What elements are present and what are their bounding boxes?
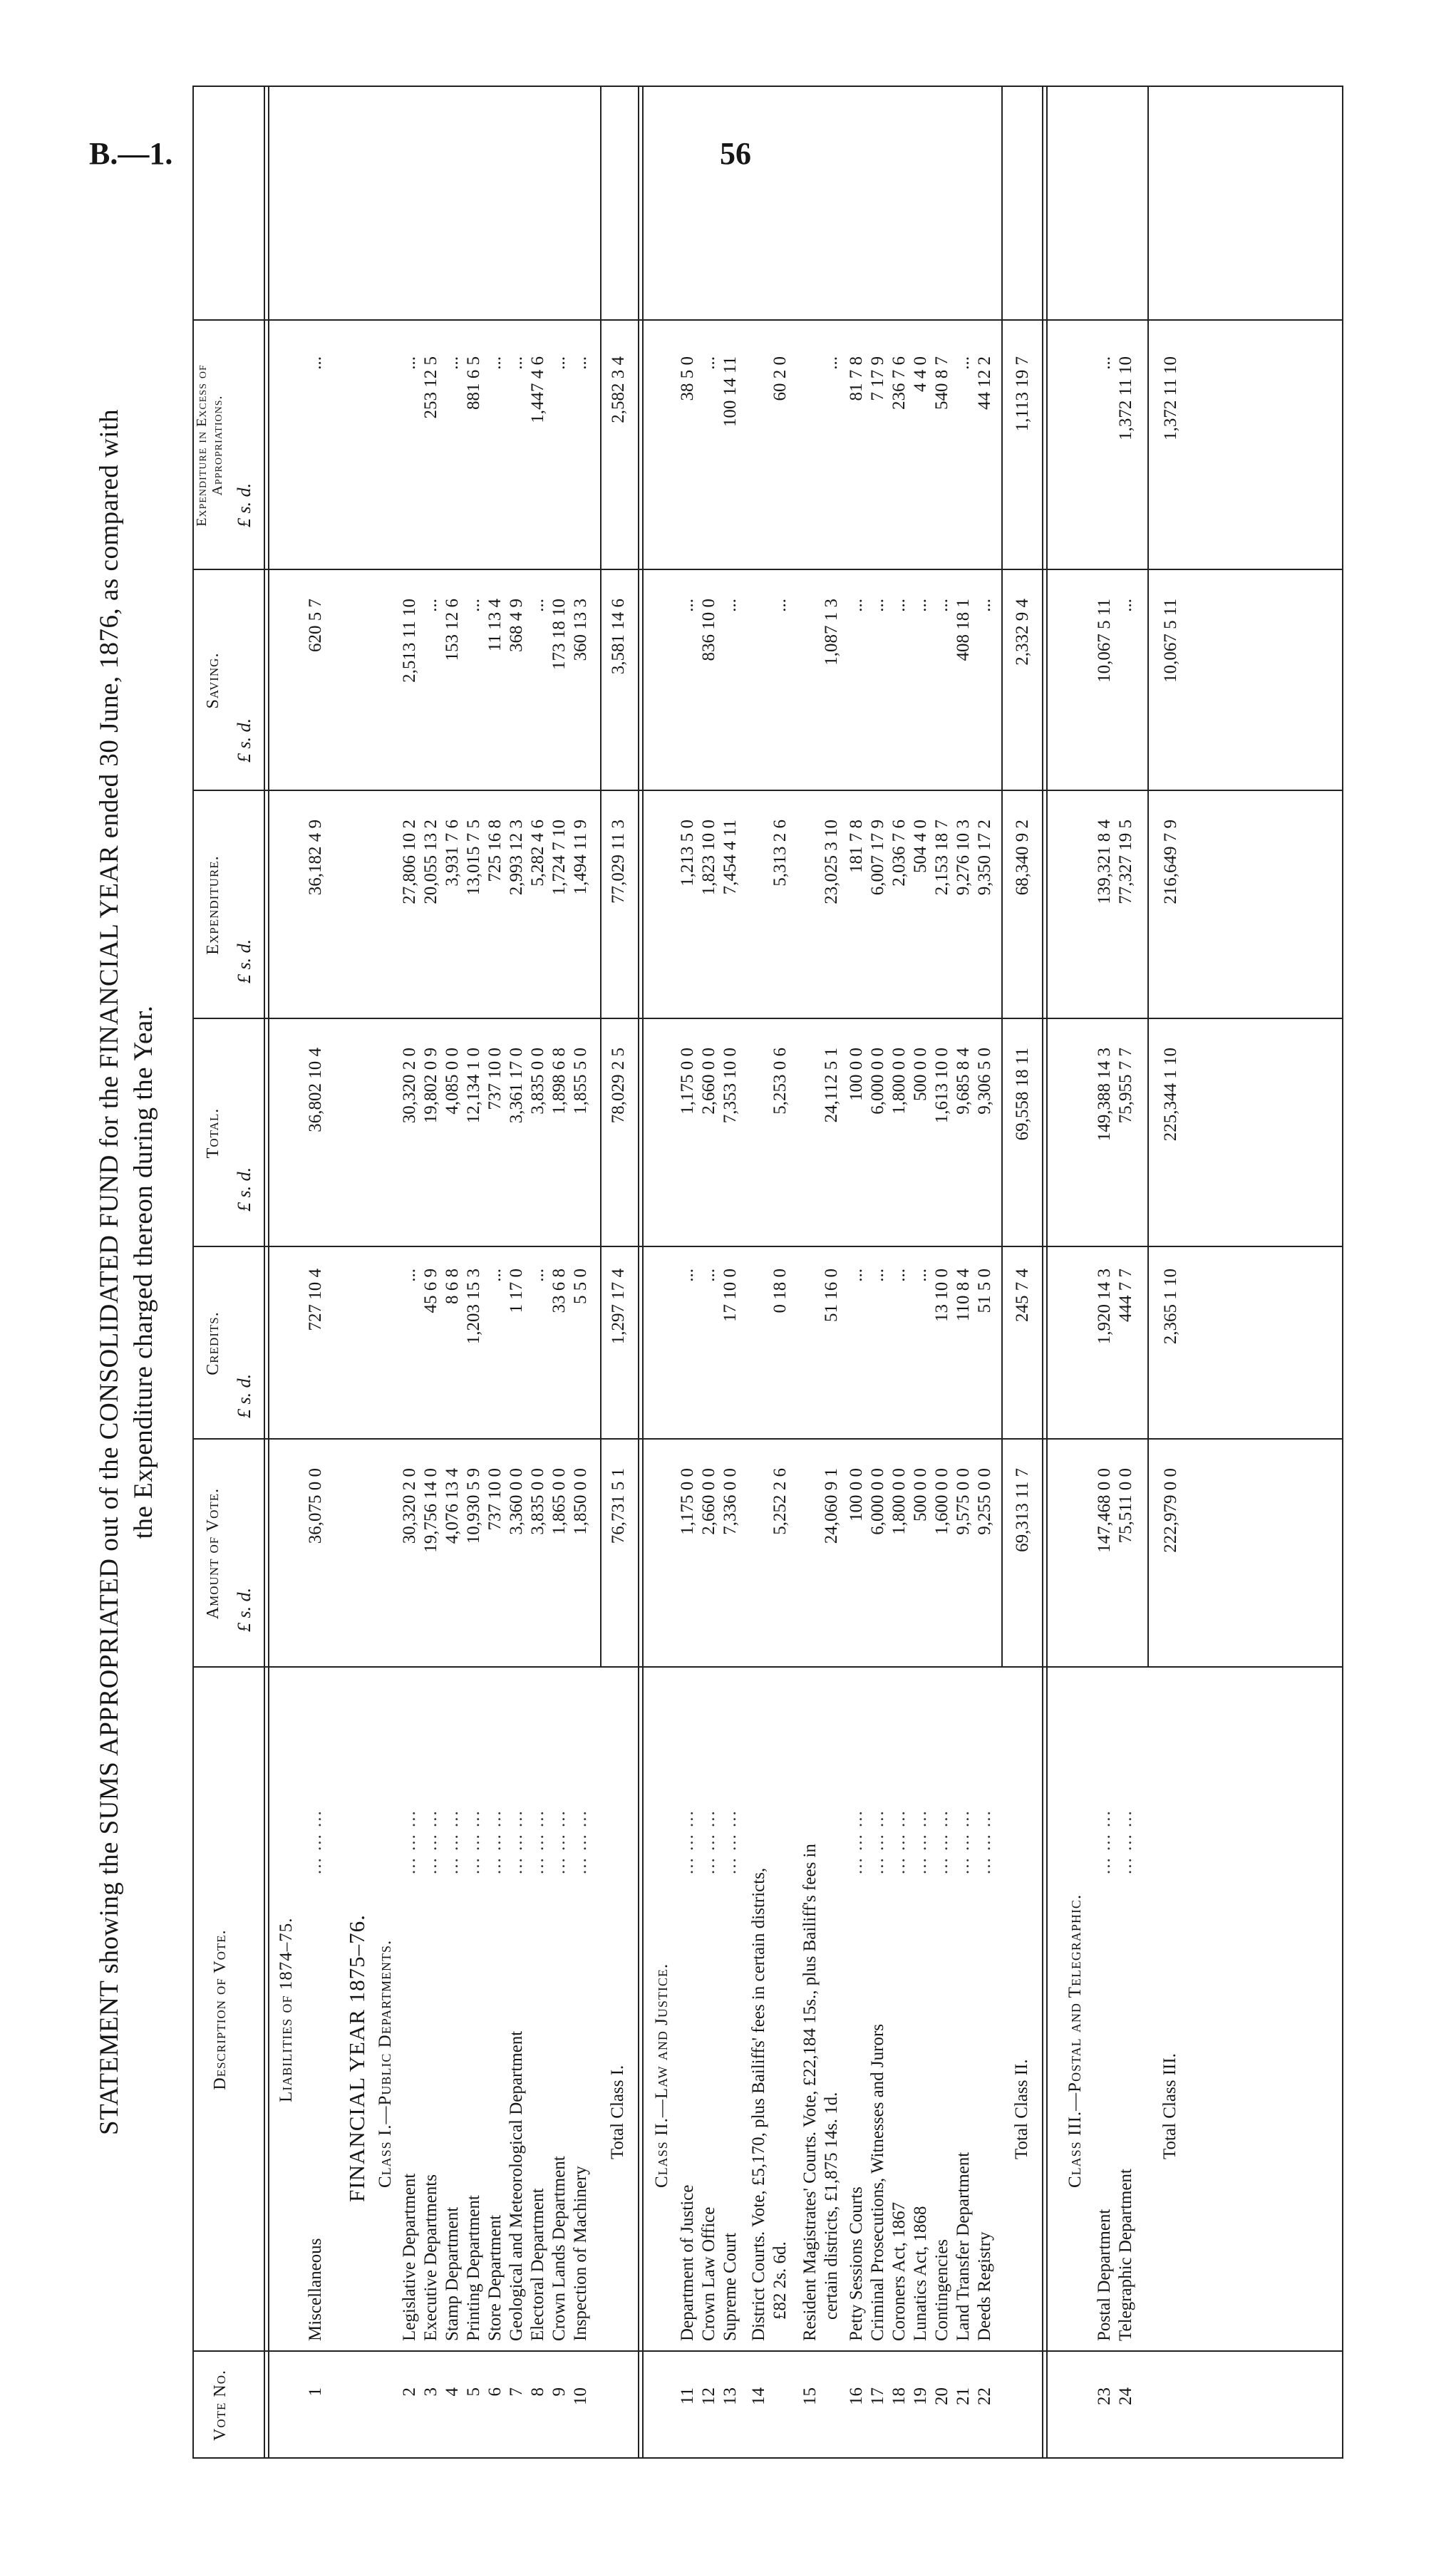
- leader-dots: ... ... ...: [571, 1809, 590, 1874]
- description: Lunatics Act, 1868: [911, 2206, 930, 2341]
- excess: ...: [954, 356, 973, 370]
- saving: ...: [868, 599, 887, 612]
- expenditure: 68,340 9 2: [1013, 820, 1032, 896]
- description: Postal Department: [1095, 2209, 1114, 2341]
- expenditure: 9,350 17 2: [975, 820, 994, 896]
- credits: 45 6 9: [421, 1269, 440, 1313]
- amount: 30,320 2 0: [400, 1468, 419, 1544]
- credits: 8 6 8: [443, 1269, 462, 1304]
- excess: ...: [1095, 356, 1114, 370]
- total: 4,085 0 0: [443, 1048, 462, 1115]
- vote-no: 24: [1116, 2387, 1135, 2405]
- vote-no: 8: [528, 2387, 547, 2397]
- excess: ...: [485, 356, 505, 370]
- saving: ...: [911, 599, 930, 612]
- amount: 36,075 0 0: [306, 1468, 325, 1544]
- leader-dots: ... ... ...: [400, 1809, 419, 1874]
- total: 1,175 0 0: [678, 1048, 697, 1115]
- excess: ...: [549, 356, 569, 370]
- description: Deeds Registry: [975, 2231, 994, 2341]
- header-total: Total.: [204, 1107, 222, 1159]
- description: Supreme Court: [721, 2232, 740, 2341]
- table-row-14: [748, 86, 770, 2459]
- class-2-heading: Class II.—Law and Justice.: [652, 1963, 671, 2188]
- leader-dots: ... ... ...: [721, 1809, 740, 1874]
- total: 3,361 17 0: [507, 1048, 526, 1124]
- expenditure: 216,649 7 9: [1161, 820, 1180, 904]
- expenditure: 504 4 0: [911, 820, 930, 873]
- total: 149,388 14 3: [1095, 1048, 1114, 1142]
- header-saving: Saving.: [204, 652, 222, 709]
- total: 30,320 2 0: [400, 1048, 419, 1124]
- description-cont: £82 2s. 6d.: [770, 2241, 790, 2320]
- vote-no: 6: [485, 2387, 505, 2397]
- amount: 1,800 0 0: [889, 1468, 909, 1535]
- table-row: [1094, 86, 1115, 2459]
- table-row: [889, 86, 910, 2459]
- class-3-rule: [1147, 86, 1149, 1668]
- amount: 9,575 0 0: [954, 1468, 973, 1535]
- total-class-3-label: Total Class III.: [1160, 2053, 1179, 2159]
- amount: 4,076 13 4: [443, 1468, 462, 1544]
- total-class-1-label: Total Class I.: [608, 2065, 627, 2159]
- credits: ...: [911, 1269, 930, 1282]
- vote-no: 22: [975, 2387, 994, 2405]
- excess: 881 6 5: [464, 356, 483, 410]
- expenditure: 2,036 7 6: [889, 820, 909, 887]
- vote-no: 15: [800, 2387, 820, 2405]
- saving: ...: [528, 599, 547, 612]
- saving: ...: [1116, 599, 1135, 612]
- amount: 19,756 14 0: [421, 1468, 440, 1553]
- expenditure: 9,276 10 3: [954, 820, 973, 896]
- leader-dots: ... ... ...: [464, 1809, 483, 1874]
- total: 7,353 10 0: [721, 1048, 740, 1124]
- table-row: [677, 86, 698, 2459]
- table-row: [399, 86, 420, 2459]
- vote-no: 19: [911, 2387, 930, 2405]
- leader-dots: ... ... ...: [932, 1809, 951, 1874]
- leader-dots: ... ... ...: [889, 1809, 909, 1874]
- credits: 5 5 0: [571, 1269, 590, 1304]
- description: Electoral Department: [528, 2188, 547, 2341]
- description: Executive Departments: [421, 2174, 440, 2341]
- total: 5,253 0 6: [770, 1048, 790, 1115]
- description: Telegraphic Department: [1116, 2169, 1135, 2341]
- page-number: 56: [720, 136, 751, 171]
- total: 500 0 0: [911, 1048, 930, 1101]
- excess: 38 5 0: [678, 356, 697, 401]
- saving: 153 12 6: [443, 599, 462, 661]
- total: 1,898 6 8: [549, 1048, 569, 1115]
- excess: 1,113 19 7: [1013, 356, 1032, 432]
- saving: ...: [889, 599, 909, 612]
- amount: 9,255 0 0: [975, 1468, 994, 1535]
- expenditure: 1,823 10 0: [699, 820, 718, 896]
- table-row: [720, 86, 741, 2459]
- total: 19,802 0 9: [421, 1048, 440, 1124]
- description: Resident Magistrates' Courts. Vote, £22,184 15s., plus Bailiff's fees in: [800, 1844, 820, 2341]
- class-2-rule: [1001, 86, 1003, 1668]
- amount: 1,175 0 0: [678, 1468, 697, 1535]
- leader-dots: ... ... ...: [847, 1809, 866, 1874]
- expenditure: 139,321 8 4: [1095, 820, 1114, 904]
- vote-no: 20: [932, 2387, 951, 2405]
- total: 3,835 0 0: [528, 1048, 547, 1115]
- amount: 147,468 0 0: [1095, 1468, 1114, 1553]
- amount: 7,336 0 0: [721, 1468, 740, 1535]
- table-row: [931, 86, 953, 2459]
- expenditure: 1,213 5 0: [678, 820, 697, 887]
- amount: 2,660 0 0: [699, 1468, 718, 1535]
- table-row: [953, 86, 974, 2459]
- vote-no: 16: [847, 2387, 866, 2405]
- page-reference: B.—1.: [89, 136, 173, 171]
- excess: ...: [507, 356, 526, 370]
- description: Coroners Act, 1867: [889, 2201, 909, 2341]
- description: Department of Justice: [678, 2184, 697, 2341]
- amount: 1,600 0 0: [932, 1468, 951, 1535]
- saving: ...: [421, 599, 440, 612]
- saving: 3,581 14 6: [609, 599, 628, 675]
- leader-dots: ... ... ...: [485, 1809, 505, 1874]
- amount: 3,360 0 0: [507, 1468, 526, 1535]
- header-rule: [264, 86, 269, 2459]
- leader-dots: ... ... ...: [911, 1809, 930, 1874]
- vote-no: 4: [443, 2387, 462, 2397]
- statement-title: [93, 86, 161, 2459]
- amount: 5,252 2 6: [770, 1468, 790, 1535]
- credits: 1,203 15 3: [464, 1269, 483, 1345]
- vote-no: 23: [1095, 2387, 1114, 2405]
- total: 78,029 2 5: [609, 1048, 628, 1124]
- vote-no: 3: [421, 2387, 440, 2397]
- amount: 6,000 0 0: [868, 1468, 887, 1535]
- expenditure: 23,025 3 10: [822, 820, 841, 904]
- lsd-credits: £ s. d.: [234, 1373, 254, 1418]
- amount: 10,930 5 9: [464, 1468, 483, 1544]
- description: Contingencies: [932, 2238, 951, 2341]
- vote-no: 17: [868, 2387, 887, 2405]
- table-row: [506, 86, 527, 2459]
- saving: ...: [464, 599, 483, 612]
- credits: ...: [847, 1269, 866, 1282]
- vote-no: 5: [464, 2387, 483, 2397]
- saving: ...: [721, 599, 740, 612]
- vote-no: 21: [954, 2387, 973, 2405]
- total: 9,685 8 4: [954, 1048, 973, 1115]
- leader-dots: ... ... ...: [507, 1809, 526, 1874]
- table-row: [910, 86, 931, 2459]
- credits: 2,365 1 10: [1161, 1269, 1180, 1345]
- credits: 444 7 7: [1116, 1269, 1135, 1322]
- total: 24,112 5 1: [822, 1048, 841, 1123]
- saving: 173 18 10: [549, 599, 569, 670]
- credits: 110 8 4: [954, 1269, 973, 1322]
- saving: 2,332 9 4: [1013, 599, 1032, 666]
- table-row: [305, 86, 326, 2459]
- vote-no: 2: [400, 2387, 419, 2397]
- total: 69,558 18 11: [1013, 1048, 1032, 1141]
- saving: 2,513 11 10: [400, 599, 419, 683]
- saving: 1,087 1 3: [822, 599, 841, 666]
- credits: 17 10 0: [721, 1269, 740, 1322]
- leader-dots: ... ... ...: [1116, 1809, 1135, 1874]
- table-row: [527, 86, 549, 2459]
- description: Printing Department: [464, 2195, 483, 2341]
- class-1-end-rule: [638, 86, 644, 2459]
- table-row: [1012, 86, 1033, 2459]
- credits: 0 18 0: [770, 1269, 790, 1313]
- saving: ...: [770, 599, 790, 612]
- vote-no: 10: [571, 2387, 590, 2405]
- credits: 1,297 17 4: [609, 1269, 628, 1345]
- description: Petty Sessions Courts: [847, 2186, 866, 2341]
- excess: ...: [822, 356, 841, 370]
- expenditure: 6,007 17 9: [868, 820, 887, 896]
- lsd-amount: £ s. d.: [234, 1587, 254, 1632]
- leader-dots: ... ... ...: [975, 1809, 994, 1874]
- expenditure: 1,724 7 10: [549, 820, 569, 896]
- excess: ...: [571, 356, 590, 370]
- expenditure: 20,055 13 2: [421, 820, 440, 904]
- excess: 253 12 5: [421, 356, 440, 419]
- lsd-total: £ s. d.: [234, 1167, 254, 1212]
- saving: ...: [847, 599, 866, 612]
- leader-dots: ... ... ...: [868, 1809, 887, 1874]
- amount: 69,313 11 7: [1013, 1468, 1032, 1552]
- title-line-2: the Expenditure charged thereon during the Year.: [129, 1005, 158, 1539]
- amount: 1,850 0 0: [571, 1468, 590, 1535]
- credits: 13 10 0: [932, 1269, 951, 1322]
- table-row: [1160, 86, 1182, 2459]
- excess: ...: [306, 356, 325, 370]
- vote-no: 18: [889, 2387, 909, 2405]
- class-3-heading: Class III.—Postal and Telegraphic.: [1065, 1894, 1085, 2188]
- amount: 75,511 0 0: [1116, 1468, 1135, 1544]
- credits: ...: [868, 1269, 887, 1282]
- description: Stamp Department: [443, 2206, 462, 2341]
- total: 1,855 5 0: [571, 1048, 590, 1115]
- total: 2,660 0 0: [699, 1048, 718, 1115]
- table-bottom-rule: [1342, 86, 1343, 2459]
- saving: 836 10 0: [699, 599, 718, 661]
- table-row: [442, 86, 463, 2459]
- leader-dots: ... ... ...: [528, 1809, 547, 1874]
- description: Miscellaneous: [306, 2238, 325, 2341]
- table-row-14-cont: [770, 86, 791, 2459]
- total: 737 10 0: [485, 1048, 505, 1110]
- lsd-saving: £ s. d.: [234, 718, 254, 763]
- leader-dots: ... ... ...: [306, 1809, 325, 1874]
- table-row: [698, 86, 720, 2459]
- total: 100 0 0: [847, 1048, 866, 1101]
- table-row: [485, 86, 506, 2459]
- excess: 1,447 4 6: [528, 356, 547, 423]
- amount: 76,731 5 1: [609, 1468, 628, 1544]
- amount: 500 0 0: [911, 1468, 930, 1522]
- credits: ...: [485, 1269, 505, 1282]
- excess: 81 7 8: [847, 356, 866, 401]
- table-row: [549, 86, 570, 2459]
- expenditure: 3,931 7 6: [443, 820, 462, 887]
- expenditure: 2,153 18 7: [932, 820, 951, 896]
- amount: 222,979 0 0: [1161, 1468, 1180, 1553]
- liabilities-heading: Liabilities of 1874–75.: [277, 1917, 296, 2102]
- leader-dots: ... ... ...: [443, 1809, 462, 1874]
- header-description: Description of Vote.: [211, 1929, 229, 2090]
- amount: 737 10 0: [485, 1468, 505, 1531]
- vote-no: 1: [306, 2387, 325, 2397]
- amount: 3,835 0 0: [528, 1468, 547, 1535]
- lsd-expenditure: £ s. d.: [234, 939, 254, 983]
- table-row: [846, 86, 867, 2459]
- table-row: [608, 86, 629, 2459]
- expenditure: 2,993 12 3: [507, 820, 526, 896]
- header-credits: Credits.: [204, 1311, 222, 1375]
- description: Store Department: [485, 2214, 505, 2341]
- saving: 368 4 9: [507, 599, 526, 652]
- saving: 408 18 1: [954, 599, 973, 661]
- class-1-rule: [600, 86, 601, 1668]
- total: 1,800 0 0: [889, 1048, 909, 1115]
- total: 6,000 0 0: [868, 1048, 887, 1115]
- credits: 1 17 0: [507, 1269, 526, 1313]
- saving: 620 5 7: [306, 599, 325, 652]
- expenditure: 27,806 10 2: [400, 820, 419, 904]
- excess: 44 12 2: [975, 356, 994, 410]
- leader-dots: ... ... ...: [954, 1809, 973, 1874]
- table-row-15-cont: [821, 86, 842, 2459]
- vote-no: 11: [678, 2387, 697, 2405]
- description: Inspection of Machinery: [571, 2166, 590, 2341]
- excess: ...: [400, 356, 419, 370]
- credits: ...: [699, 1269, 718, 1282]
- rotated-statement: [93, 64, 1347, 2459]
- class-2-end-rule: [1042, 86, 1048, 2459]
- credits: 33 6 8: [549, 1269, 569, 1313]
- description: Geological and Meteorological Department: [507, 2030, 526, 2341]
- total: 9,306 5 0: [975, 1048, 994, 1115]
- total: 36,802 10 4: [306, 1048, 325, 1132]
- credits: 51 5 0: [975, 1269, 994, 1313]
- leader-dots: ... ... ...: [699, 1809, 718, 1874]
- expenditure: 77,029 11 3: [609, 820, 628, 904]
- leader-dots: ... ... ...: [678, 1809, 697, 1874]
- expenditure: 5,282 4 6: [528, 820, 547, 887]
- saving: 360 13 3: [571, 599, 590, 661]
- leader-dots: ... ... ...: [1095, 1809, 1114, 1874]
- vote-no: 12: [699, 2387, 718, 2405]
- credits: ...: [528, 1269, 547, 1282]
- excess: 1,372 11 10: [1116, 356, 1135, 440]
- total: 225,344 1 10: [1161, 1048, 1180, 1142]
- credits: ...: [400, 1269, 419, 1282]
- vote-no: 9: [549, 2387, 569, 2397]
- excess: 2,582 3 4: [609, 356, 628, 423]
- excess: ...: [699, 356, 718, 370]
- table-row: [867, 86, 889, 2459]
- table-row: [974, 86, 996, 2459]
- description: Crown Lands Department: [549, 2156, 569, 2341]
- credits: 727 10 4: [306, 1269, 325, 1331]
- amount: 24,060 9 1: [822, 1468, 841, 1544]
- leader-dots: ... ... ...: [421, 1809, 440, 1874]
- saving: 11 13 4: [485, 599, 505, 652]
- excess: 540 8 7: [932, 356, 951, 410]
- expenditure: 36,182 4 9: [306, 820, 325, 896]
- table-row: [1115, 86, 1137, 2459]
- title-line-1: STATEMENT showing the SUMS APPROPRIATED out of the CONSOLIDATED FUND for the FINANCIAL YEAR ended 30 June, 1876, as compared with: [95, 409, 124, 2135]
- expenditure: 13,015 7 5: [464, 820, 483, 896]
- credits: 1,920 14 3: [1095, 1269, 1114, 1345]
- description: Legislative Department: [400, 2173, 419, 2341]
- credits: ...: [889, 1269, 909, 1282]
- saving: ...: [932, 599, 951, 612]
- table-row: [570, 86, 592, 2459]
- table-row-15: [800, 86, 821, 2459]
- amount: 100 0 0: [847, 1468, 866, 1522]
- saving: ...: [975, 599, 994, 612]
- excess: 236 7 6: [889, 356, 909, 410]
- table-row: [463, 86, 485, 2459]
- header-expenditure: Expenditure.: [204, 855, 222, 955]
- expenditure: 5,313 2 6: [770, 820, 790, 887]
- description: Criminal Prosecutions, Witnesses and Jurors: [868, 2023, 887, 2341]
- total: 75,955 7 7: [1116, 1048, 1135, 1124]
- description: Crown Law Office: [699, 2206, 718, 2341]
- total: 12,134 1 0: [464, 1048, 483, 1124]
- expenditure: 725 16 8: [485, 820, 505, 882]
- excess: ...: [443, 356, 462, 370]
- credits: 51 16 0: [822, 1269, 841, 1322]
- credits: ...: [678, 1269, 697, 1282]
- header-excess: Expenditure in Excess of Appropriations.: [194, 364, 225, 527]
- excess: 1,372 11 10: [1161, 356, 1180, 440]
- description: Land Transfer Department: [954, 2152, 973, 2341]
- total-class-2-label: Total Class II.: [1012, 2059, 1031, 2159]
- total: 1,613 10 0: [932, 1048, 951, 1124]
- vote-no: 14: [749, 2387, 768, 2405]
- expenditure: 7,454 4 11: [721, 820, 740, 895]
- credits: 245 7 4: [1013, 1269, 1032, 1322]
- expenditure: 77,327 19 5: [1116, 820, 1135, 904]
- appropriations-table: [192, 86, 1343, 2459]
- excess: 4 4 0: [911, 356, 930, 392]
- class-1-heading: Class I.—Public Departments.: [376, 1939, 395, 2188]
- excess: 60 2 0: [770, 356, 790, 401]
- header-amount-of-vote: Amount of Vote.: [204, 1487, 222, 1620]
- saving: 10,067 5 11: [1161, 599, 1180, 683]
- description-cont: certain districts, £1,875 14s. 1d.: [822, 2092, 841, 2320]
- header-vote-no: Vote No.: [211, 2370, 229, 2441]
- excess: 7 17 9: [868, 356, 887, 401]
- lsd-excess: £ s. d.: [234, 482, 254, 527]
- saving: ...: [678, 599, 697, 612]
- description: District Courts. Vote, £5,170, plus Bailiffs' fees in certain districts,: [749, 1867, 768, 2341]
- saving: 10,067 5 11: [1095, 599, 1114, 683]
- table-row: [420, 86, 442, 2459]
- expenditure: 181 7 8: [847, 820, 866, 873]
- vote-no: 7: [507, 2387, 526, 2397]
- leader-dots: ... ... ...: [549, 1809, 569, 1874]
- excess: 100 14 11: [721, 356, 740, 428]
- vote-no: 13: [721, 2387, 740, 2405]
- expenditure: 1,494 11 9: [571, 820, 590, 895]
- financial-year-heading: FINANCIAL YEAR 1875–76.: [344, 1914, 369, 2202]
- amount: 1,865 0 0: [549, 1468, 569, 1535]
